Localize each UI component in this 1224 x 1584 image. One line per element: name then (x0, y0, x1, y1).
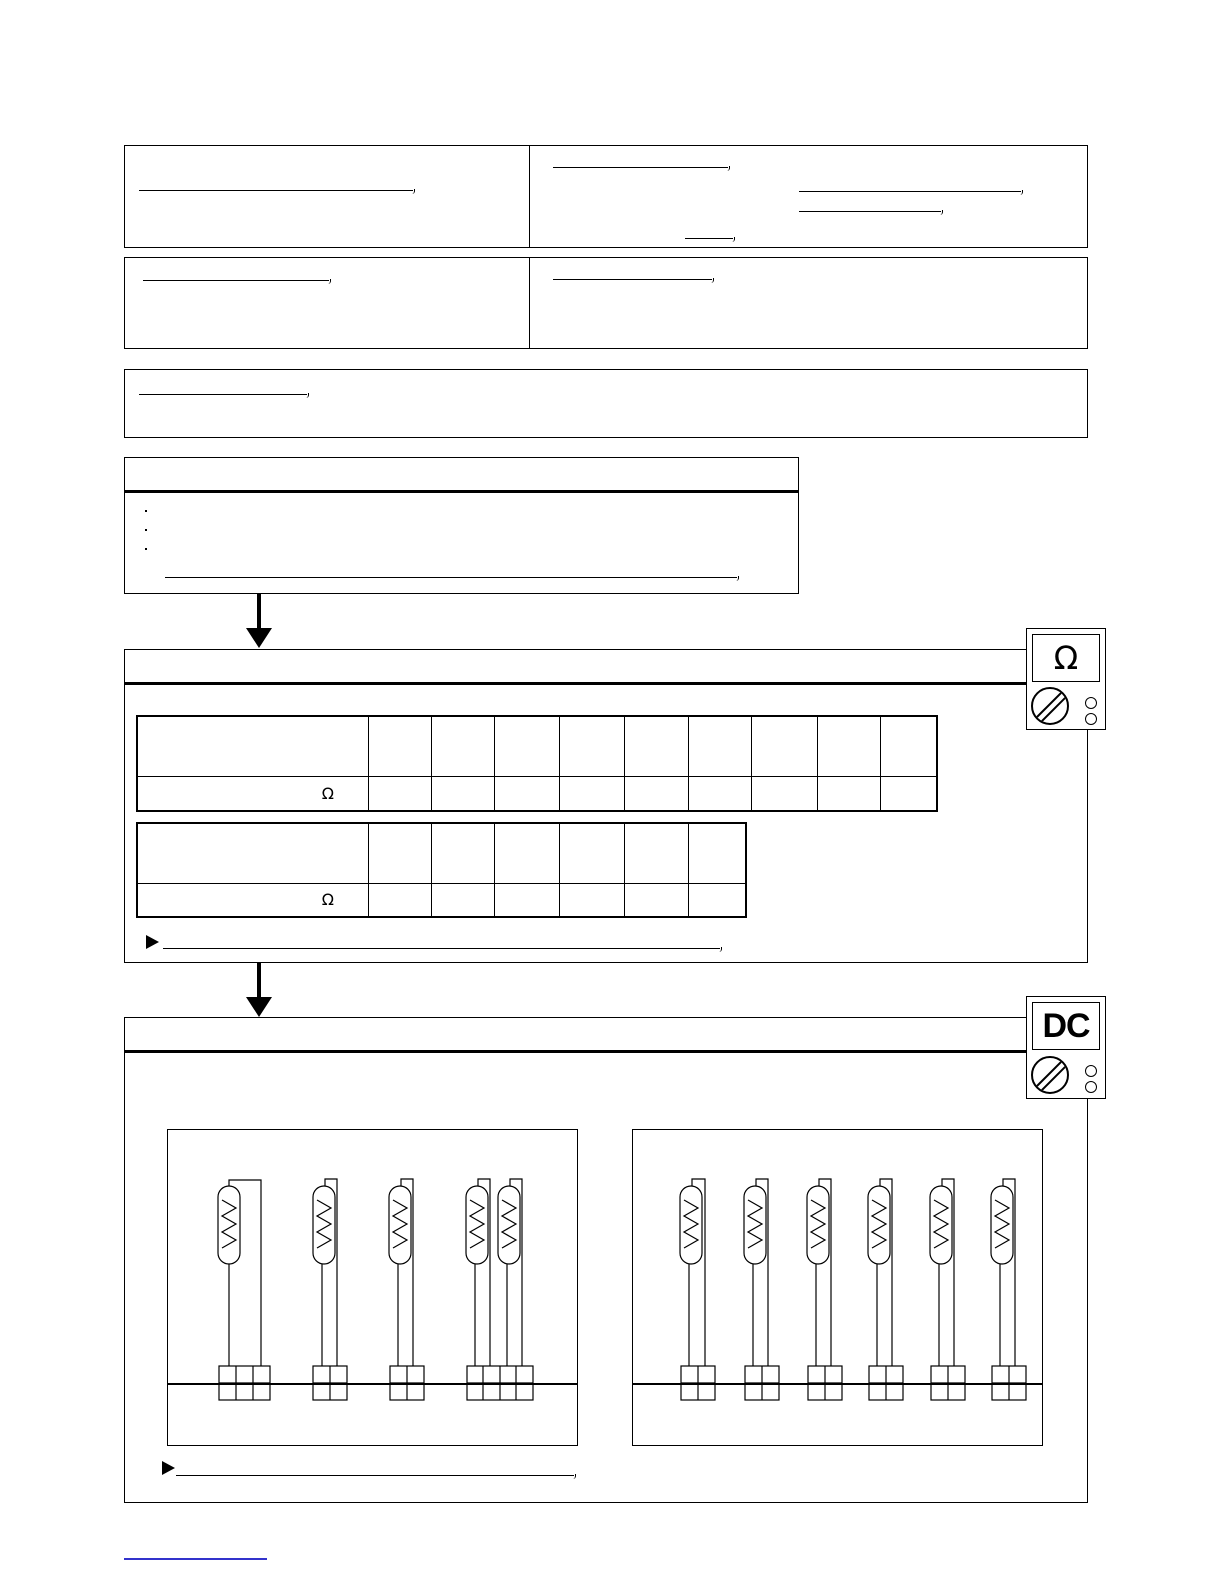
ohm-unit-label: Ω (137, 776, 369, 811)
ohm-unit-label: Ω (137, 883, 369, 917)
thermistor-sensor-2 (313, 1179, 347, 1400)
thermistor-sensor-9 (868, 1179, 903, 1400)
thermistor-sensor-11 (991, 1179, 1026, 1400)
thermistor-sensor-10 (930, 1179, 965, 1400)
voltmeter-symbol: DC (1042, 1007, 1090, 1045)
underline-voltage-result (176, 1475, 574, 1476)
ohmmeter-symbol: Ω (1053, 639, 1079, 677)
thermistor-sensor-6 (680, 1179, 715, 1400)
play-triangle-icon (162, 1461, 175, 1475)
thermistor-sensor-1 (218, 1180, 270, 1400)
thermistor-sensor-7 (744, 1179, 779, 1400)
thermistor-sensor-4 (466, 1179, 490, 1366)
thermistor-sensor-8 (807, 1179, 842, 1400)
thermistor-sensor-3 (389, 1179, 424, 1400)
footer-link-underline[interactable] (124, 1558, 267, 1560)
